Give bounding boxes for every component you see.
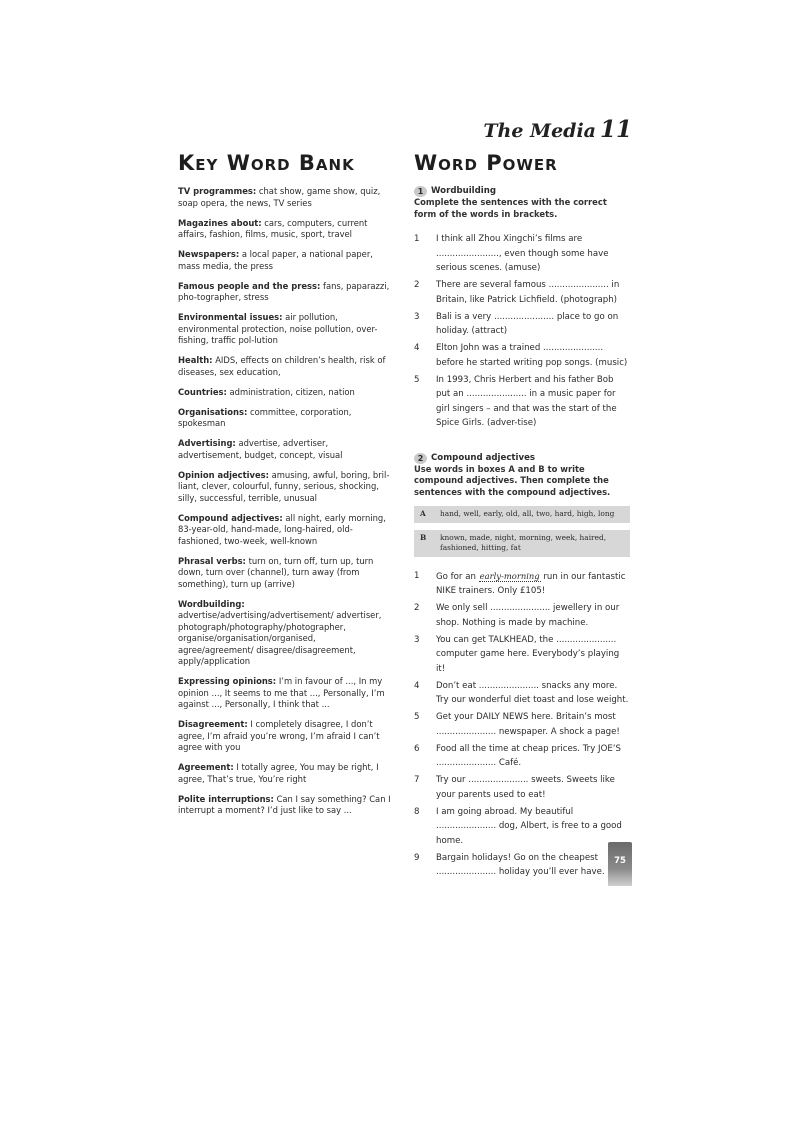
exercise-number-badge: 1 <box>414 186 427 197</box>
entry-term: Disagreement: <box>178 719 248 729</box>
key-word-entry <box>178 355 392 378</box>
item-text-after: run in our fantastic NIKE trainers. Only £105! <box>436 571 626 596</box>
list-item <box>414 851 630 880</box>
wordbuilding-heading: Wordbuilding <box>431 186 496 196</box>
entry-term: Organisations: <box>178 406 248 417</box>
box-a-words: hand, well, early, old, all, two, hard, high, long <box>440 509 615 518</box>
entry-words: fans, paparazzi, pho-tographer, stress <box>178 280 390 302</box>
exercise-number-badge: 2 <box>414 453 427 464</box>
entry-words: committee, corporation, spokesman <box>178 406 352 428</box>
item-text-before: Go for an <box>436 571 479 582</box>
entry-words: administration, citizen, nation <box>226 386 355 397</box>
list-item <box>414 569 630 599</box>
entry-term: Newspapers: <box>178 249 240 259</box>
list-item <box>414 232 630 276</box>
item-text: Bali is a very ...................... place to go on holiday. (attract) <box>436 311 619 336</box>
item-text: I think all Zhou Xingchi’s films are ......................., even though some have serious scenes. (amuse) <box>436 234 609 273</box>
key-word-entry <box>178 281 392 304</box>
list-item <box>414 310 630 339</box>
item-number: 5 <box>414 712 420 722</box>
box-b-label: B <box>420 532 427 542</box>
item-number: 2 <box>414 603 420 613</box>
list-item <box>414 278 630 307</box>
wordbuilding-section-title <box>414 186 630 197</box>
item-number: 4 <box>414 680 420 691</box>
entry-words: a local paper, a national paper, mass media, the press <box>178 249 373 271</box>
compound-list <box>414 569 630 880</box>
handwritten-answer: early-morning <box>479 570 540 581</box>
entry-term: Countries: <box>178 386 227 397</box>
item-text: Bargain holidays! Go on the cheapest ...................... holiday you’ll ever have. <box>436 852 605 877</box>
entry-words: I’m in favour of ..., In my opinion ..., It seems to me that ..., Personally, I’m against ..., Personally, I think that ... <box>178 676 385 709</box>
entry-term: Compound adjectives: <box>178 512 283 523</box>
entry-term: Phrasal verbs: <box>178 555 246 566</box>
item-text: Try our ...................... sweets. Sweets like your parents used to eat! <box>436 775 615 800</box>
entry-words: amusing, awful, boring, bril-liant, clever, colourful, funny, serious, shocking, silly, successful, terrible, unusual <box>178 469 390 503</box>
entry-term: TV programmes: <box>178 186 257 196</box>
entry-term: Wordbuilding: <box>178 598 245 609</box>
item-text: You can get TALKHEAD, the ...................... computer game here. Everybody’s playing it! <box>436 634 620 674</box>
item-text: Elton John was a trained ...................... before he started writing pop songs. (music) <box>436 343 628 368</box>
entry-words: turn on, turn off, turn up, turn down, turn over (channel), turn away (from something), turn up (arrive) <box>178 555 374 589</box>
item-number: 9 <box>414 852 420 863</box>
item-number: 4 <box>414 343 420 353</box>
item-text: Get your DAILY NEWS here. Britain’s most ...................... newspaper. A shock a page! <box>436 712 620 737</box>
entry-term: Famous people and the press: <box>178 280 321 291</box>
box-a-label: A <box>420 509 426 518</box>
entry-term: Environmental issues: <box>178 312 283 322</box>
unit-title: The Media <box>483 120 596 142</box>
page-number: 75 <box>614 856 626 866</box>
compound-heading: Compound adjectives <box>431 452 536 463</box>
item-text: I am going abroad. My beautiful ...................... dog, Albert, is free to a good home. <box>436 806 622 846</box>
list-item <box>414 773 630 802</box>
item-number: 2 <box>414 280 420 290</box>
key-word-entry <box>178 676 392 711</box>
word-box-a <box>414 506 630 523</box>
item-text: Food all the time at cheap prices. Try JOE’S ...................... Café. <box>436 743 621 768</box>
word-power-title: Word Power <box>414 151 558 175</box>
compound-section-title <box>414 453 630 464</box>
key-word-entry <box>178 249 392 272</box>
item-text <box>436 569 630 599</box>
key-word-entry <box>178 719 392 754</box>
key-word-entry <box>178 470 392 505</box>
item-number: 7 <box>414 775 420 785</box>
entry-term: Expressing opinions: <box>178 676 277 686</box>
list-item <box>414 742 630 771</box>
key-word-entry <box>178 513 392 548</box>
entry-words: Can I say something? Can I interrupt a moment? I’d just like to say ... <box>178 793 391 815</box>
key-word-entry <box>178 599 392 668</box>
item-number: 1 <box>414 234 420 244</box>
entry-term: Agreement: <box>178 762 234 772</box>
key-word-entry <box>178 407 392 430</box>
item-number: 3 <box>414 634 420 645</box>
page-number-tab <box>608 842 632 886</box>
key-word-entry <box>178 312 392 347</box>
key-word-bank-entries <box>178 186 392 817</box>
key-word-entry <box>178 556 392 591</box>
list-item <box>414 633 630 677</box>
wordbuilding-list <box>414 232 630 431</box>
entry-words: chat show, game show, quiz, soap opera, the news, TV series <box>178 186 381 208</box>
key-word-entry <box>178 762 392 785</box>
entry-words: I totally agree, You may be right, I agree, That’s true, You’re right <box>178 762 379 784</box>
item-number: 8 <box>414 806 420 817</box>
item-number: 1 <box>414 570 420 581</box>
entry-term: Health: <box>178 355 213 365</box>
key-word-entry <box>178 794 392 817</box>
entry-words: advertise/advertising/advertisement/ advertiser, photograph/photography/photographer, organise/organisation/organised, agree/agreement/ disagree/disagreement, apply/application <box>178 610 382 666</box>
item-text: Don’t eat ...................... snacks any more. Try our wonderful diet toast and lose weight. <box>436 680 629 705</box>
item-text: In 1993, Chris Herbert and his father Bob put an ...................... in a music paper for girl singers – and that was the start of the Spice Girls. (adver-tise) <box>436 374 617 428</box>
item-number: 6 <box>414 743 420 754</box>
entry-words: I completely disagree, I don’t agree, I’m afraid you’re wrong, I’m afraid I can’t agree with you <box>178 719 380 752</box>
entry-words: AIDS, effects on children’s health, risk of diseases, sex education, <box>178 355 386 377</box>
word-power-column <box>414 150 630 902</box>
list-item <box>414 341 630 370</box>
entry-term: Polite interruptions: <box>178 793 274 804</box>
entry-words: advertise, advertiser, advertisement, budget, concept, visual <box>178 438 343 460</box>
list-item <box>414 679 630 708</box>
entry-term: Advertising: <box>178 438 236 448</box>
item-text: There are several famous ...................... in Britain, like Patrick Lichfield. (photograph) <box>436 280 620 305</box>
unit-header <box>483 116 632 143</box>
entry-term: Magazines about: <box>178 217 262 228</box>
word-box-b <box>414 530 630 557</box>
compound-instruction: Use words in boxes A and B to write compound adjectives. Then complete the sentences with the compound adjectives. <box>414 463 611 497</box>
item-text: We only sell ...................... jewellery in our shop. Nothing is made by machine. <box>436 603 620 628</box>
key-word-entry <box>178 186 392 209</box>
wordbuilding-instruction: Complete the sentences with the correct form of the words in brackets. <box>414 197 607 219</box>
entry-words: cars, computers, current affairs, fashion, films, music, sport, travel <box>178 217 368 239</box>
item-number: 5 <box>414 374 420 385</box>
list-item <box>414 710 630 739</box>
key-word-entry <box>178 438 392 461</box>
unit-number: 11 <box>599 116 632 143</box>
key-word-bank-title: Key Word Bank <box>178 151 355 175</box>
entry-term: Opinion adjectives: <box>178 469 269 480</box>
list-item <box>414 805 630 849</box>
item-number: 3 <box>414 311 420 322</box>
entry-words: all night, early morning, 83-year-old, hand-made, long-haired, old-fashioned, two-week, well-known <box>178 512 386 546</box>
key-word-entry <box>178 387 392 399</box>
entry-words: air pollution, environmental protection, noise pollution, over-fishing, traffic pol-lution <box>178 312 378 345</box>
list-item <box>414 601 630 630</box>
list-item <box>414 373 630 431</box>
box-b-words: known, made, night, morning, week, haired, fashioned, hitting, fat <box>440 532 607 552</box>
key-word-entry <box>178 218 392 241</box>
key-word-bank-column <box>178 150 392 825</box>
